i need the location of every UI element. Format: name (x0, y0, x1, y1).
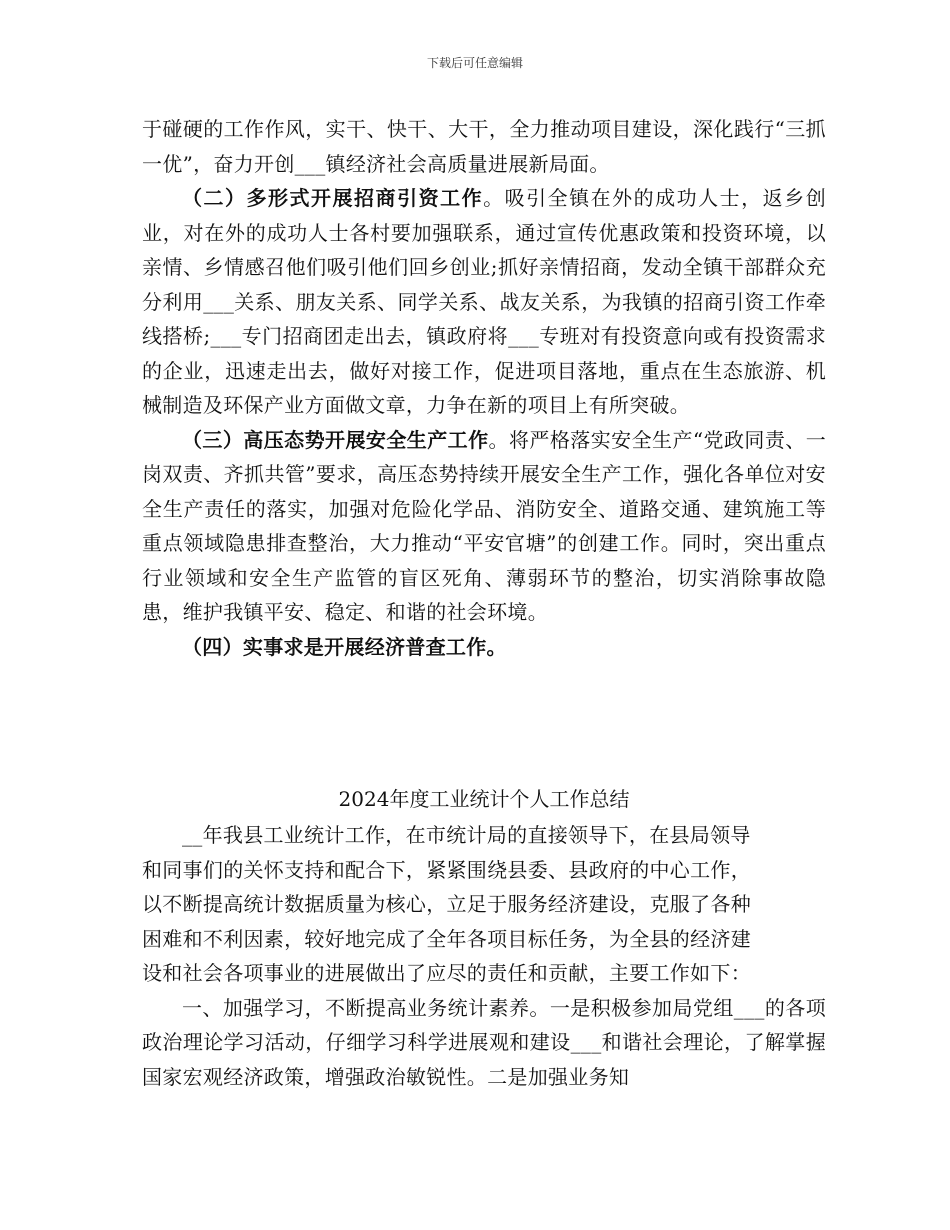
paragraph-investment (142, 181, 826, 423)
paragraph-safety (142, 423, 826, 630)
paragraph-study: 一、加强学习，不断提高业务统计素养。一是积极参加局党组___的各项政治理论学习活动，仔细学习科学进展观和建设___和谐社会理论，了解掌握国家宏观经济政策，增强政治敏锐性。二是加强业务知 (142, 995, 826, 1089)
document-body-part-1 (142, 112, 826, 664)
page-header: 下载后可任意编辑 (426, 56, 523, 70)
paragraph-continuation: 于碰硬的工作作风，实干、快干、大干，全力推动项目建设，深化践行“三抓一优”，奋力开创___镇经济社会高质量进展新局面。 (142, 117, 826, 176)
document-body-part-2 (142, 780, 826, 1094)
summary-title: 2024年度工业统计个人工作总结 (338, 787, 630, 811)
paragraph-investment-body: 。吸引全镇在外的成功人士，返乡创业，对在外的成功人士各村要加强联系，通过宣传优惠政策和投资环境，以亲情、乡情感召他们吸引他们回乡创业;抓好亲情招商，发动全镇干部群众充分利用___关系、朋友关系、同学关系、战友关系，为我镇的招商引资工作牵线搭桥;___专门招商团走出去，镇政府将___专班对有投资意向或有投资需求的企业，迅速走出去，做好对接工作，促进项目落地，重点在生态旅游、机械制造及环保产业方面做文章，力争在新的项目上有所突破。 (142, 186, 826, 417)
summary-line-1: __年我县工业统计工作，在市统计局的直接领导下，在县局领导 (182, 823, 751, 847)
summary-line-5: 设和社会各项事业的进展做出了应尽的责任和贡献，主要工作如下： (142, 961, 751, 985)
summary-line-2: 和同事们的关怀支持和配合下，紧紧围绕县委、县政府的中心工作， (142, 857, 751, 882)
heading-investment: （二）多形式开展招商引资工作 (182, 186, 484, 210)
heading-census: （四）实事求是开展经济普查工作。 (182, 634, 507, 659)
summary-line-4: 困难和不利因素，较好地完成了全年各项目标任务，为全县的经济建 (142, 926, 751, 951)
heading-safety: （三）高压态势开展安全生产工作 (182, 427, 489, 452)
paragraph-safety-body: 。将严格落实安全生产“党政同责、一岗双责、齐抓共管”要求，高压态势持续开展安全生产工作，强化各单位对安全生产责任的落实，加强对危险化学品、消防安全、道路交通、建筑施工等重点领域隐患排查整治，大力推动“平安官塘”的创建工作。同时，突出重点行业领域和安全生产监管的盲区死角、薄弱环节的整治，切实消除事故隐患，维护我镇平安、稳定、和谐的社会环境。 (142, 427, 827, 624)
summary-line-3: 以不断提高统计数据质量为核心，立足于服务经济建设，克服了各种 (142, 892, 751, 916)
